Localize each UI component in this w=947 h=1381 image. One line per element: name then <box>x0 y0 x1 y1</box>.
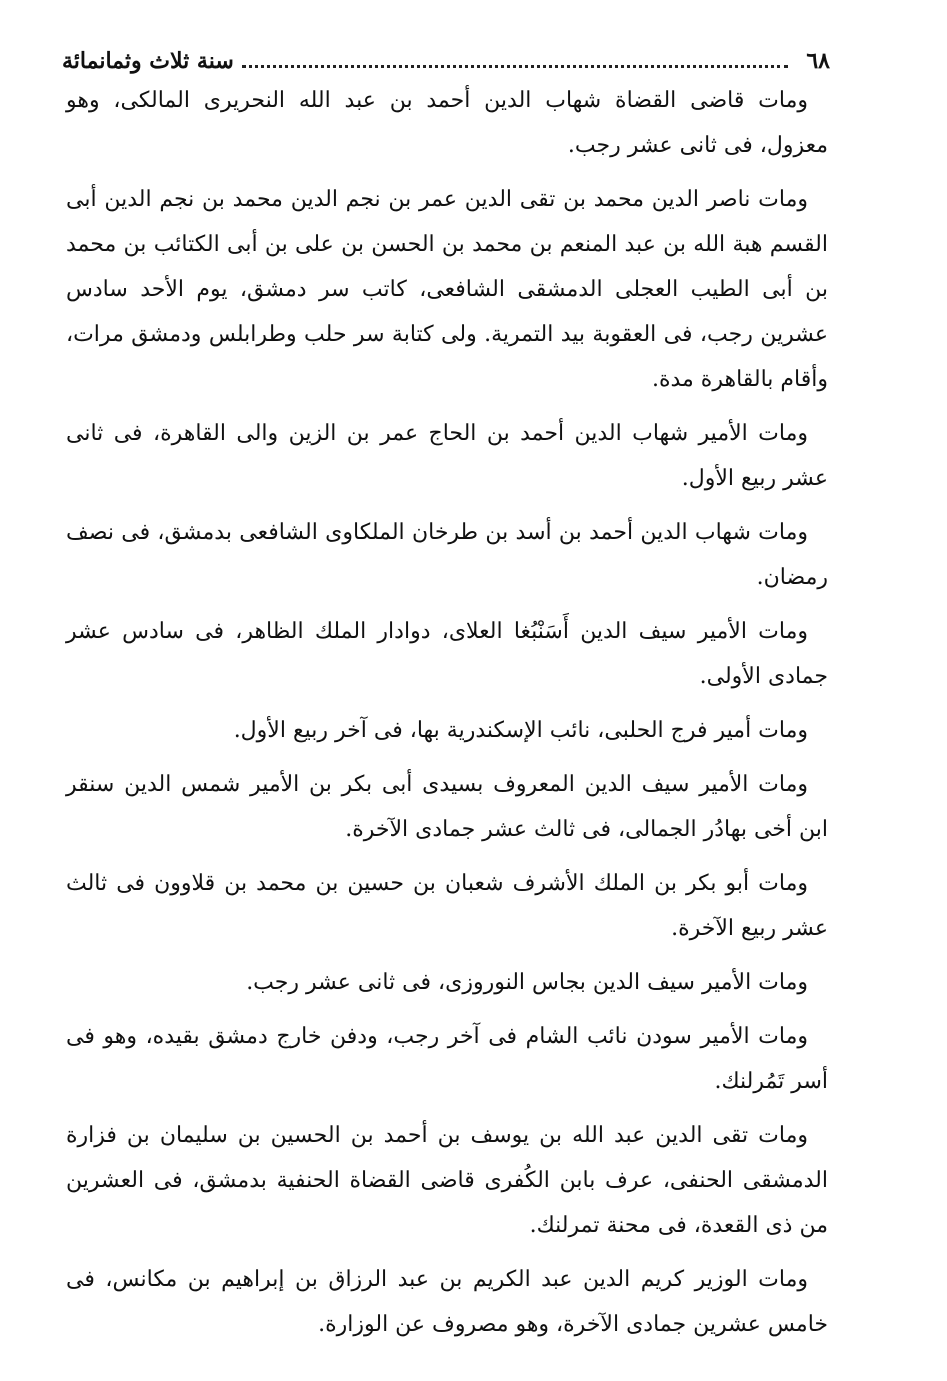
page-number: ٦٨ <box>806 48 830 74</box>
obituary-entry: ومات قاضى القضاة شهاب الدين أحمد بن عبد الله النحريرى المالكى، وهو معزول، فى ثانى عشر رجب. <box>66 88 828 158</box>
header-leader-dots <box>242 65 789 68</box>
obituary-entry: ومات أبو بكر بن الملك الأشرف شعبان بن حسين بن محمد بن قلاوون فى ثالث عشر ربيع الآخرة. <box>66 871 828 941</box>
page-body <box>66 78 828 1356</box>
obituary-entry: ومات شهاب الدين أحمد بن أسد بن طرخان الملكاوى الشافعى بدمشق، فى نصف رمضان. <box>66 520 828 590</box>
obituary-entry: ومات الوزير كريم الدين عبد الكريم بن عبد الرزاق بن إبراهيم بن مكانس، فى خامس عشرين جمادى الآخرة، وهو مصروف عن الوزارة. <box>66 1267 828 1337</box>
obituary-entry: ومات الأمير سيف الدين أَسَنْبُغا العلاى، دوادار الملك الظاهر، فى سادس عشر جمادى الأولى. <box>66 619 828 689</box>
obituary-entry: ومات الأمير سودن نائب الشام فى آخر رجب، ودفن خارج دمشق بقيده، وهو فى أسر تَمُرلنك. <box>66 1024 828 1094</box>
running-title: سنة ثلاث وثمانمائة <box>62 48 234 74</box>
obituary-entry: ومات أمير فرج الحلبى، نائب الإسكندرية بها، فى آخر ربيع الأول. <box>233 718 808 743</box>
obituary-entry: ومات الأمير شهاب الدين أحمد بن الحاج عمر بن الزين والى القاهرة، فى ثانى عشر ربيع الأول. <box>66 421 828 491</box>
obituary-entry: ومات الأمير سيف الدين المعروف بسيدى أبى بكر بن الأمير شمس الدين سنقر ابن أخى بهادُر الجمالى، فى ثالث عشر جمادى الآخرة. <box>66 772 828 842</box>
obituary-entry: ومات الأمير سيف الدين بجاس النوروزى، فى ثانى عشر رجب. <box>246 970 808 995</box>
obituary-entry: ومات تقى الدين عبد الله بن يوسف بن أحمد بن الحسين بن سليمان بن فزارة الدمشقى الحنفى، عرف بابن الكُفرى قاضى القضاة الحنفية بدمشق، فى العشرين من ذى القعدة، فى محنة تمرلنك. <box>66 1123 829 1238</box>
obituary-entry: ومات ناصر الدين محمد بن تقى الدين عمر بن نجم الدين محمد بن نجم الدين أبى القسم هبة الله بن عبد المنعم بن محمد بن الحسن بن على بن أبى الكتائب بن محمد بن أبى الطيب العجلى الدمشقى الشافعى، كاتب سر دمشق، يوم الأحد سادس عشرين رجب، فى العقوبة بيد التمرية. ولى كتابة سر حلب وطرابلس ودمشق مرات، وأقام بالقاهرة مدة. <box>66 187 828 392</box>
page-header <box>62 34 830 74</box>
